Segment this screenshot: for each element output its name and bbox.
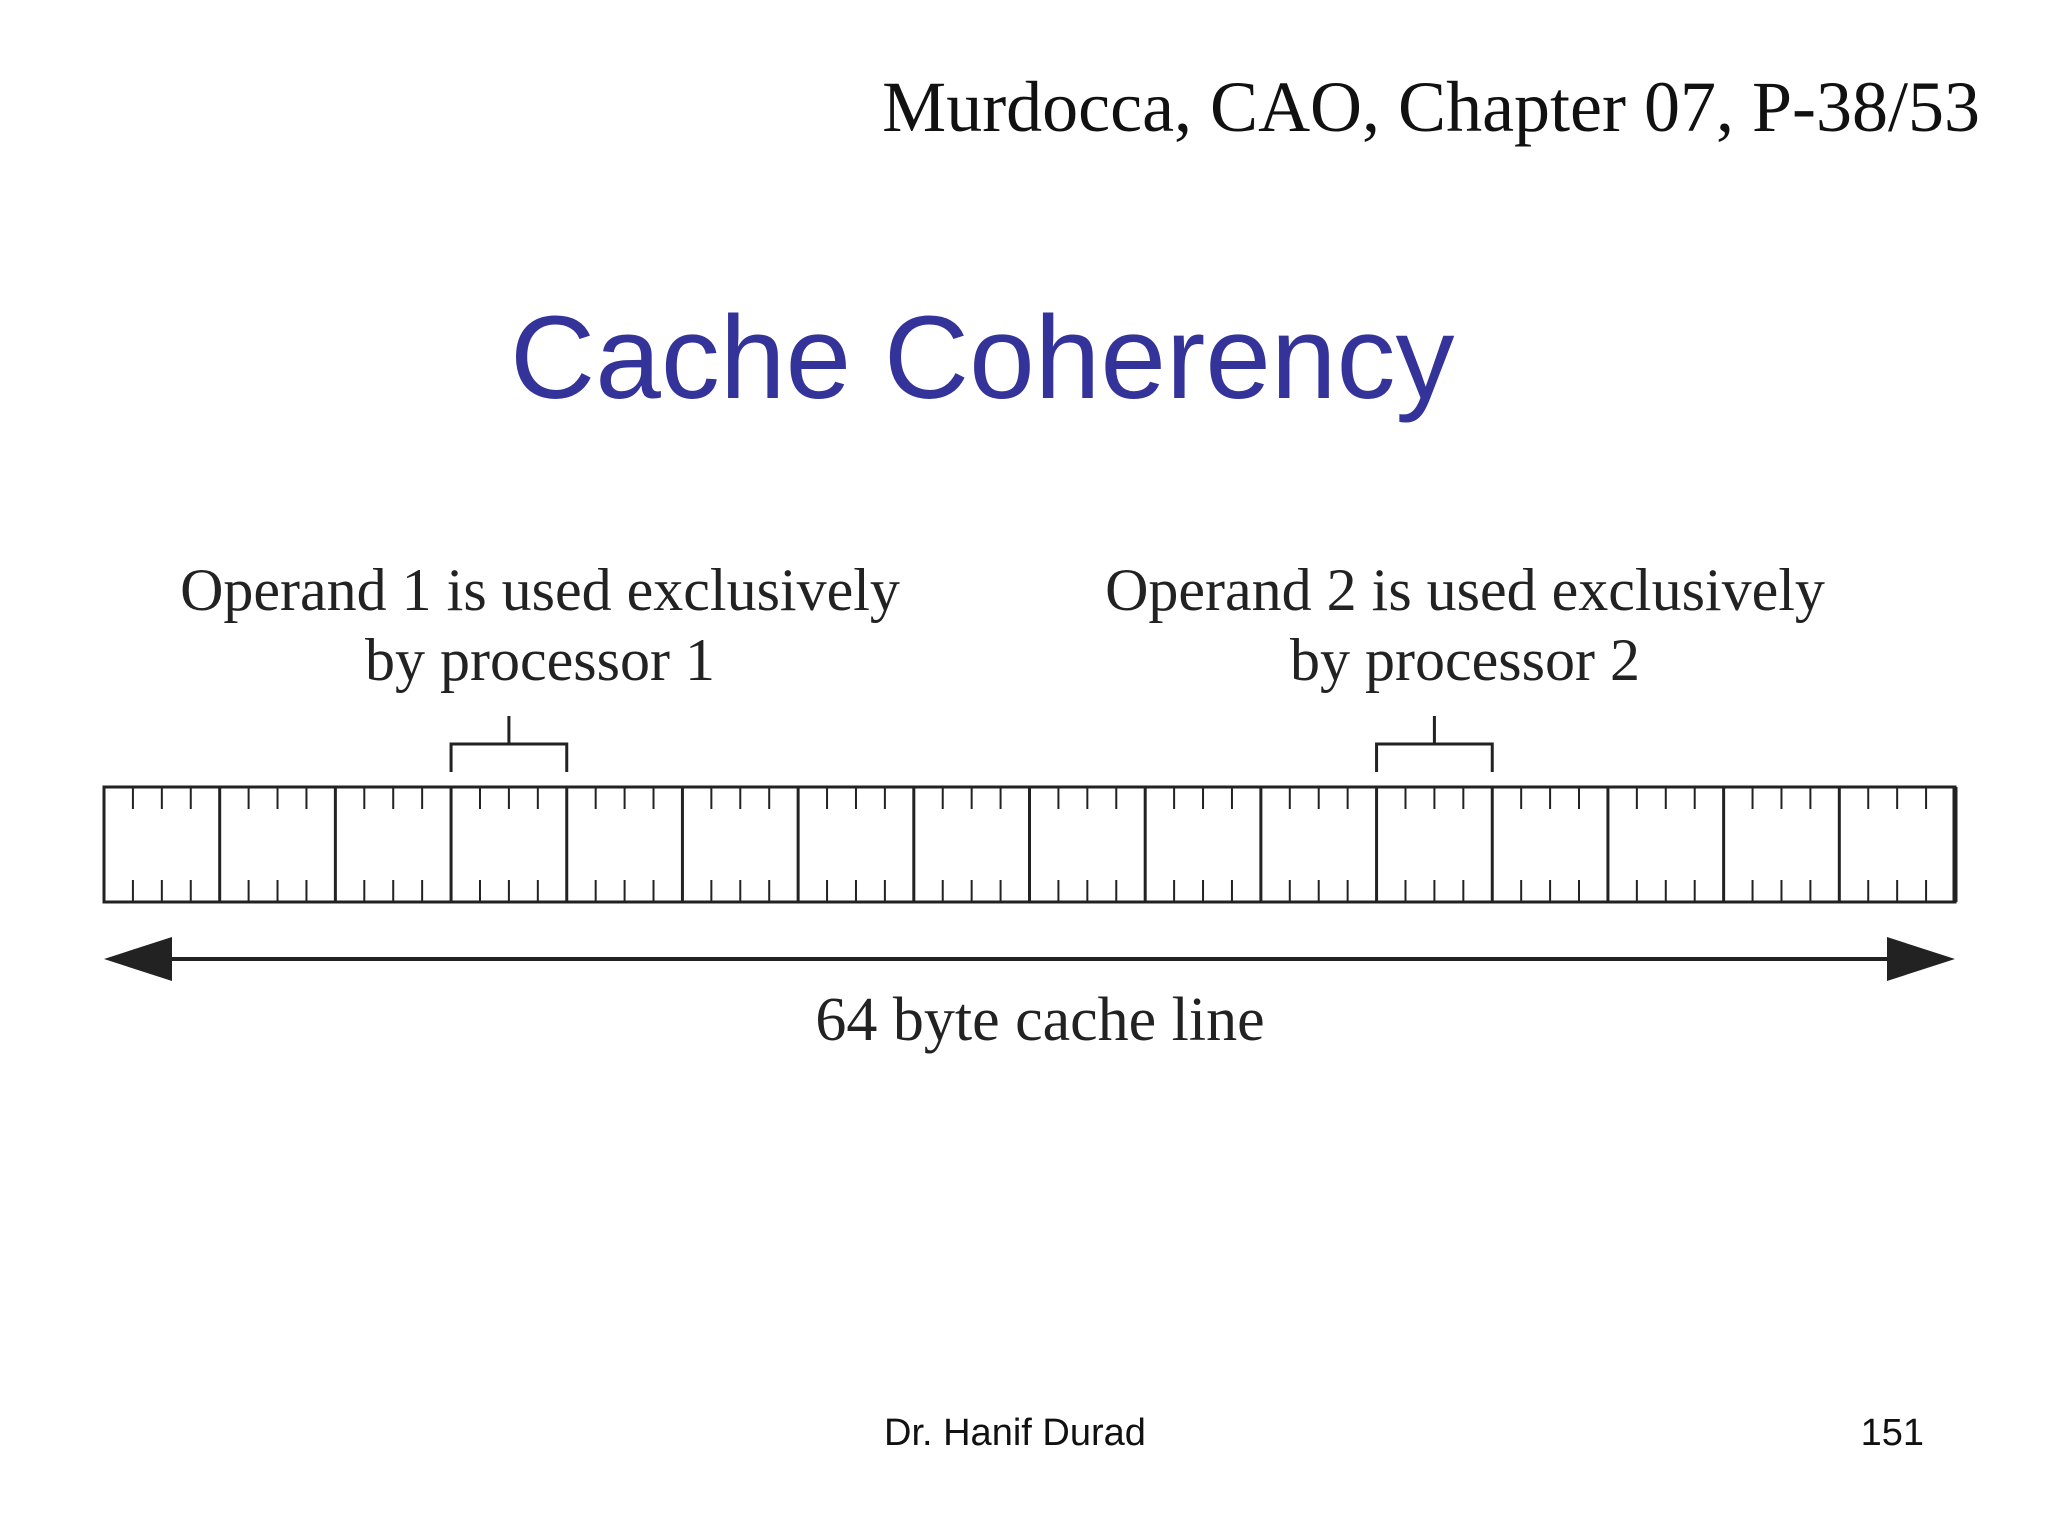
operand-2-line-1: Operand 2 is used exclusively bbox=[1105, 557, 1825, 623]
operand-1-line-2: by processor 1 bbox=[365, 627, 715, 693]
operand-2-bracket bbox=[1377, 744, 1493, 772]
arrow-right-head bbox=[1887, 937, 1955, 981]
cache-line-caption: 64 byte cache line bbox=[815, 986, 1265, 1054]
chapter-reference: Murdocca, CAO, Chapter 07, P-38/53 bbox=[882, 67, 1980, 147]
page-number: 151 bbox=[1860, 1412, 1924, 1454]
operand-2-line-2: by processor 2 bbox=[1290, 627, 1640, 693]
footer-author: Dr. Hanif Durad bbox=[884, 1412, 1146, 1454]
arrow-left-head bbox=[104, 937, 172, 981]
operand-1-line-1: Operand 1 is used exclusively bbox=[180, 557, 900, 623]
slide-title: Cache Coherency bbox=[510, 292, 1455, 424]
operand-1-bracket bbox=[451, 744, 567, 772]
